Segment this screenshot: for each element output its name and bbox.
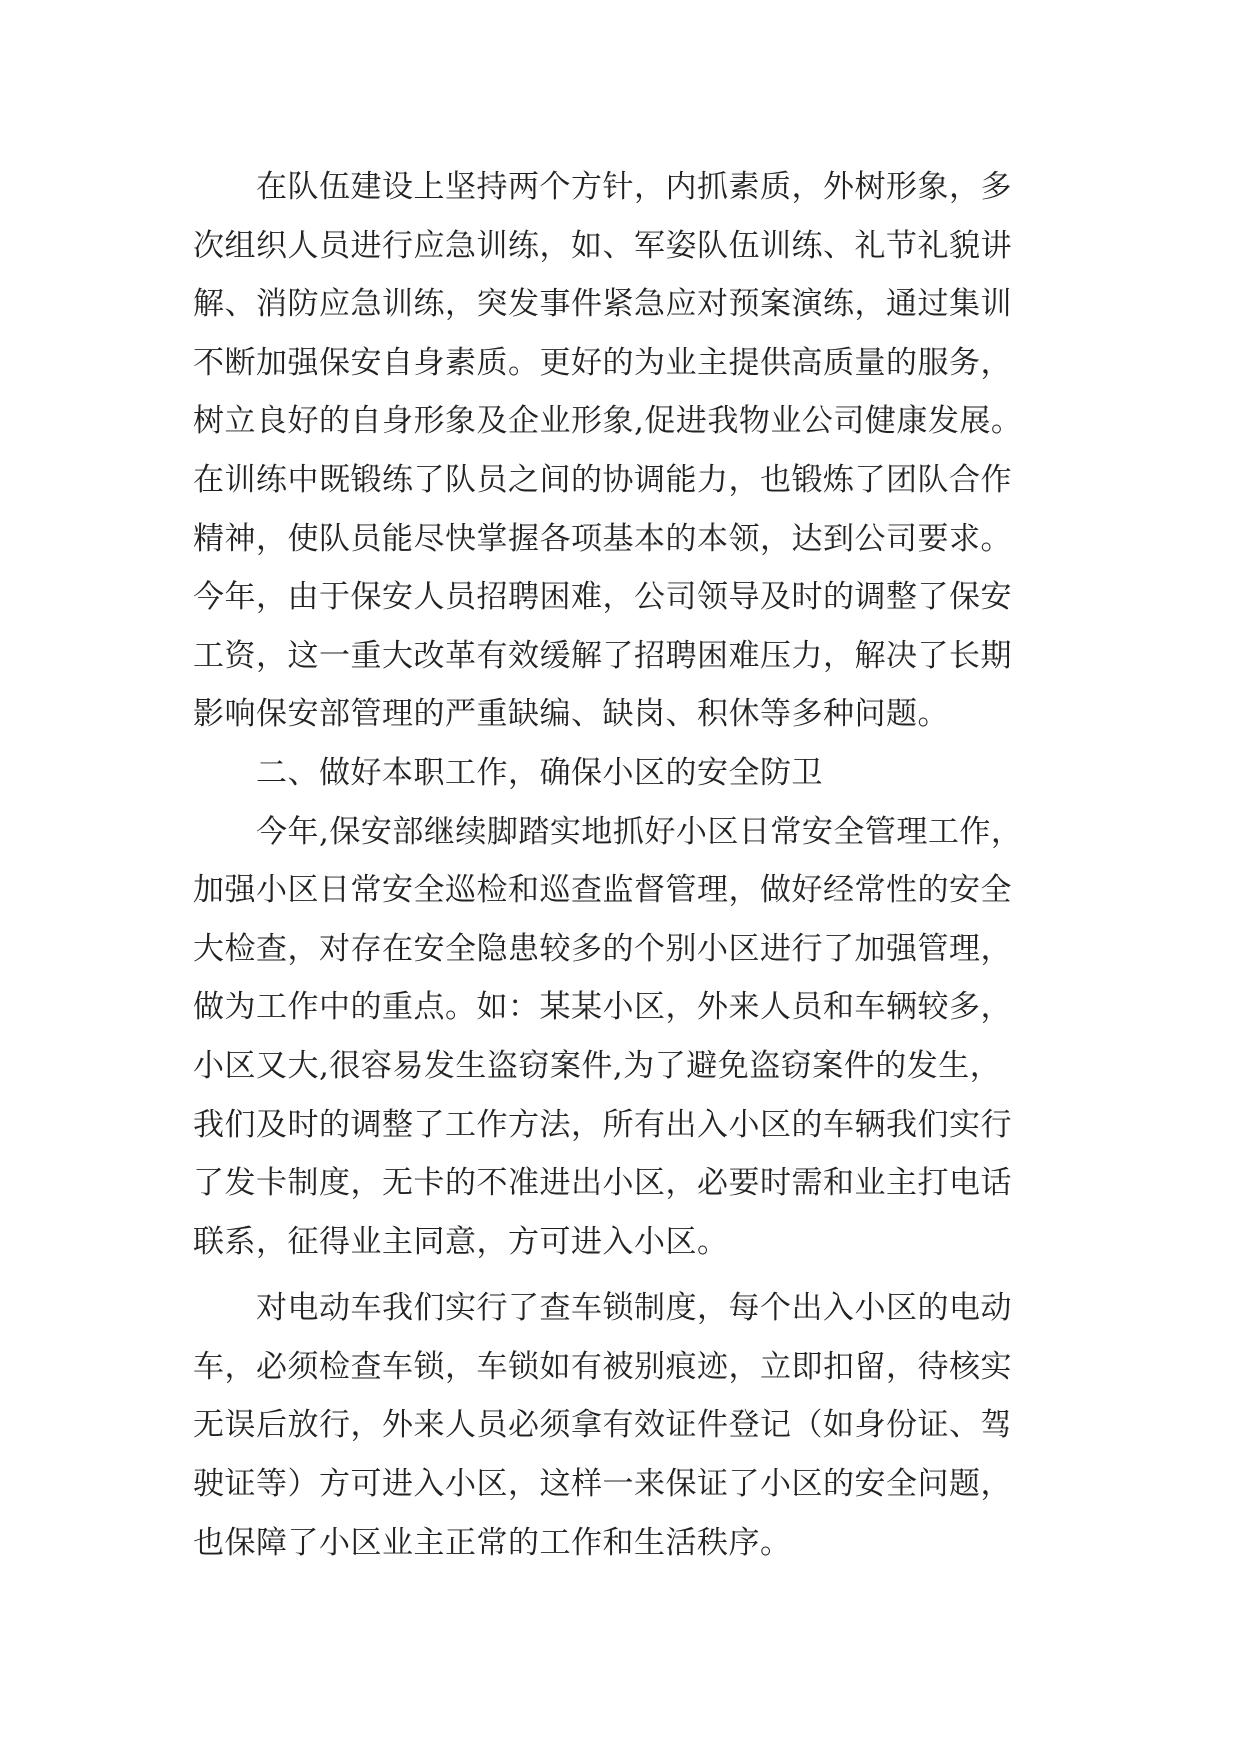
text-line: 驶证等）方可进入小区，这样一来保证了小区的安全问题， [193, 1466, 1012, 1503]
text-line: 做为工作中的重点。如：某某小区，外来人员和车辆较多， [193, 989, 1012, 1026]
text-line: 无误后放行，外来人员必须拿有效证件登记（如身份证、驾 [193, 1407, 1012, 1444]
text-line: 解、消防应急训练，突发事件紧急应对预案演练，通过集训 [193, 286, 1012, 323]
text-line: 了发卡制度，无卡的不准进出小区，必要时需和业主打电话 [193, 1165, 1012, 1202]
text-line: 今年，由于保安人员招聘困难，公司领导及时的调整了保安 [193, 579, 1012, 616]
text-line: 工资，这一重大改革有效缓解了招聘困难压力，解决了长期 [193, 637, 1012, 674]
text-line: 小区又大,很容易发生盗窃案件,为了避免盗窃案件的发生， [193, 1047, 1002, 1084]
text-line: 联系，征得业主同意，方可进入小区。 [193, 1223, 729, 1260]
text-line: 精神，使队员能尽快掌握各项基本的本领，达到公司要求。 [193, 520, 1012, 557]
section-heading: 二、做好本职工作，确保小区的安全防卫 [193, 754, 823, 791]
text-line: 车，必须检查车锁，车锁如有被别痕迹，立即扣留，待核实 [193, 1348, 1012, 1385]
text-line: 也保障了小区业主正常的工作和生活秩序。 [193, 1524, 792, 1561]
text-line: 对电动车我们实行了查车锁制度，每个出入小区的电动 [193, 1290, 1012, 1327]
text-line: 加强小区日常安全巡检和巡查监督管理，做好经常性的安全 [193, 872, 1012, 909]
text-line: 不断加强保安自身素质。更好的为业主提供高质量的服务， [193, 344, 1012, 381]
text-line: 在训练中既锻练了队员之间的协调能力，也锻炼了团队合作 [193, 461, 1012, 498]
text-line: 我们及时的调整了工作方法，所有出入小区的车辆我们实行 [193, 1106, 1012, 1143]
paragraph-gap [193, 1271, 1073, 1279]
text-line: 次组织人员进行应急训练，如、军姿队伍训练、礼节礼貌讲 [193, 227, 1012, 264]
text-line: 影响保安部管理的严重缺编、缺岗、积休等多种问题。 [193, 696, 949, 733]
text-line: 在队伍建设上坚持两个方针，内抓素质，外树形象，多 [193, 169, 1012, 205]
text-line: 树立良好的自身形象及企业形象,促进我物业公司健康发展。 [193, 403, 1023, 440]
document-body [193, 158, 1073, 1572]
text-line: 大检查，对存在安全隐患较多的个别小区进行了加强管理， [193, 930, 1012, 967]
text-line: 今年,保安部继续脚踏实地抓好小区日常安全管理工作， [193, 813, 1023, 850]
